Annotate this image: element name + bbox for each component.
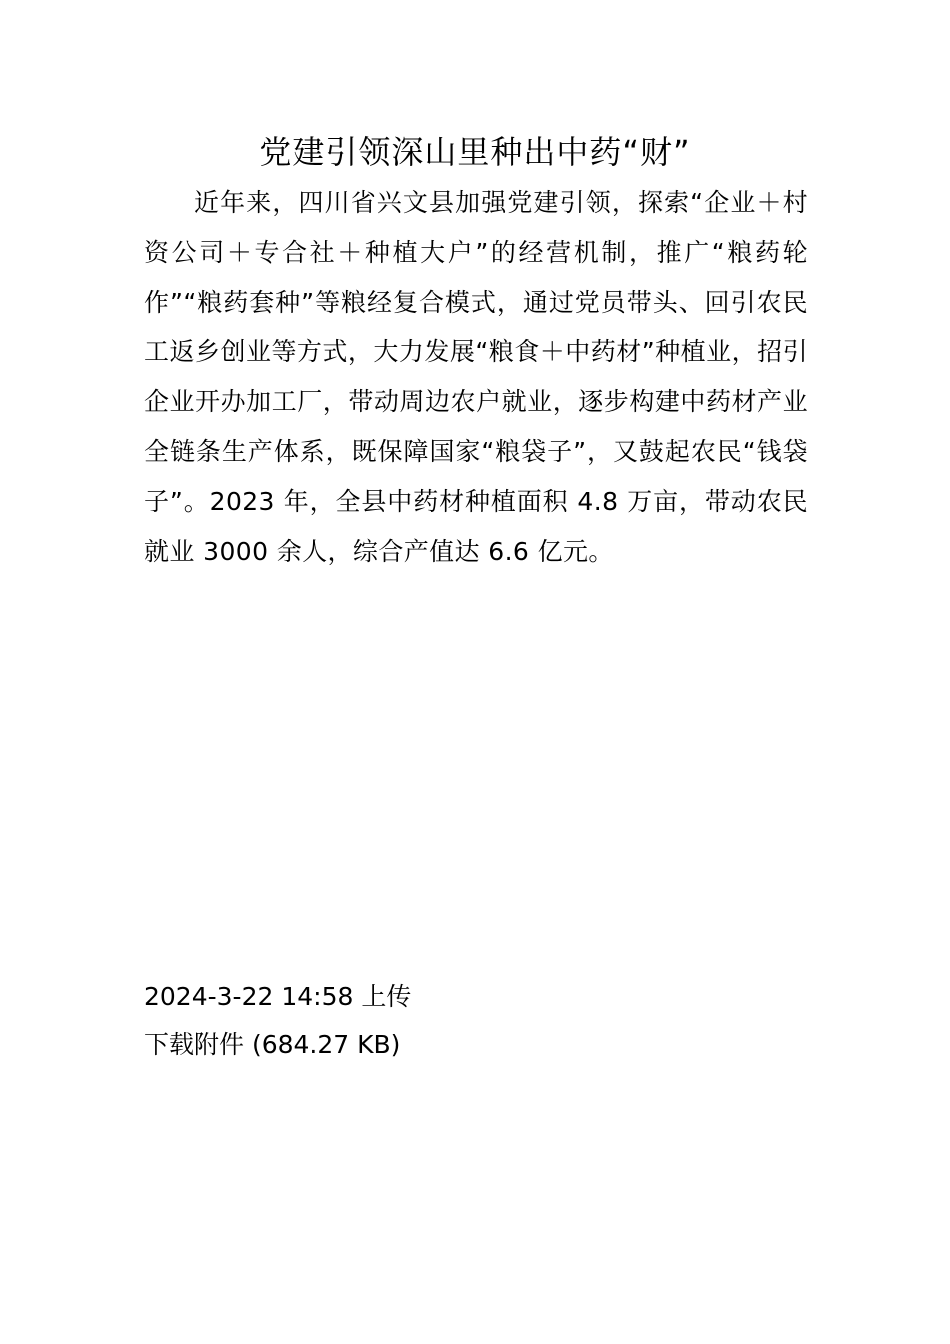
upload-timestamp: 2024-3-22 14:58 上传 bbox=[144, 982, 412, 1011]
download-attachment-link[interactable]: 下载附件 (684.27 KB) bbox=[144, 1030, 401, 1059]
document-title: 党建引领深山里种出中药“财” bbox=[259, 133, 691, 171]
body-paragraph: 近年来，四川省兴文县加强党建引领，探索“企业＋村资公司＋专合社＋种植大户”的经营机制，推广“粮药轮作”“粮药套种”等粮经复合模式，通过党员带头、回引农民工返乡创业等方式，大力发展“粮食＋中药材”种植业，招引企业开办加工厂，带动周边农户就业，逐步构建中药材产业全链条生产体系，既保障国家“粮袋子”，又鼓起农民“钱袋子”。2023 年，全县中药材种植面积 4.8 万亩，带动农民就业 3000 余人，综合产值达 6.6 亿元。 bbox=[144, 188, 808, 566]
